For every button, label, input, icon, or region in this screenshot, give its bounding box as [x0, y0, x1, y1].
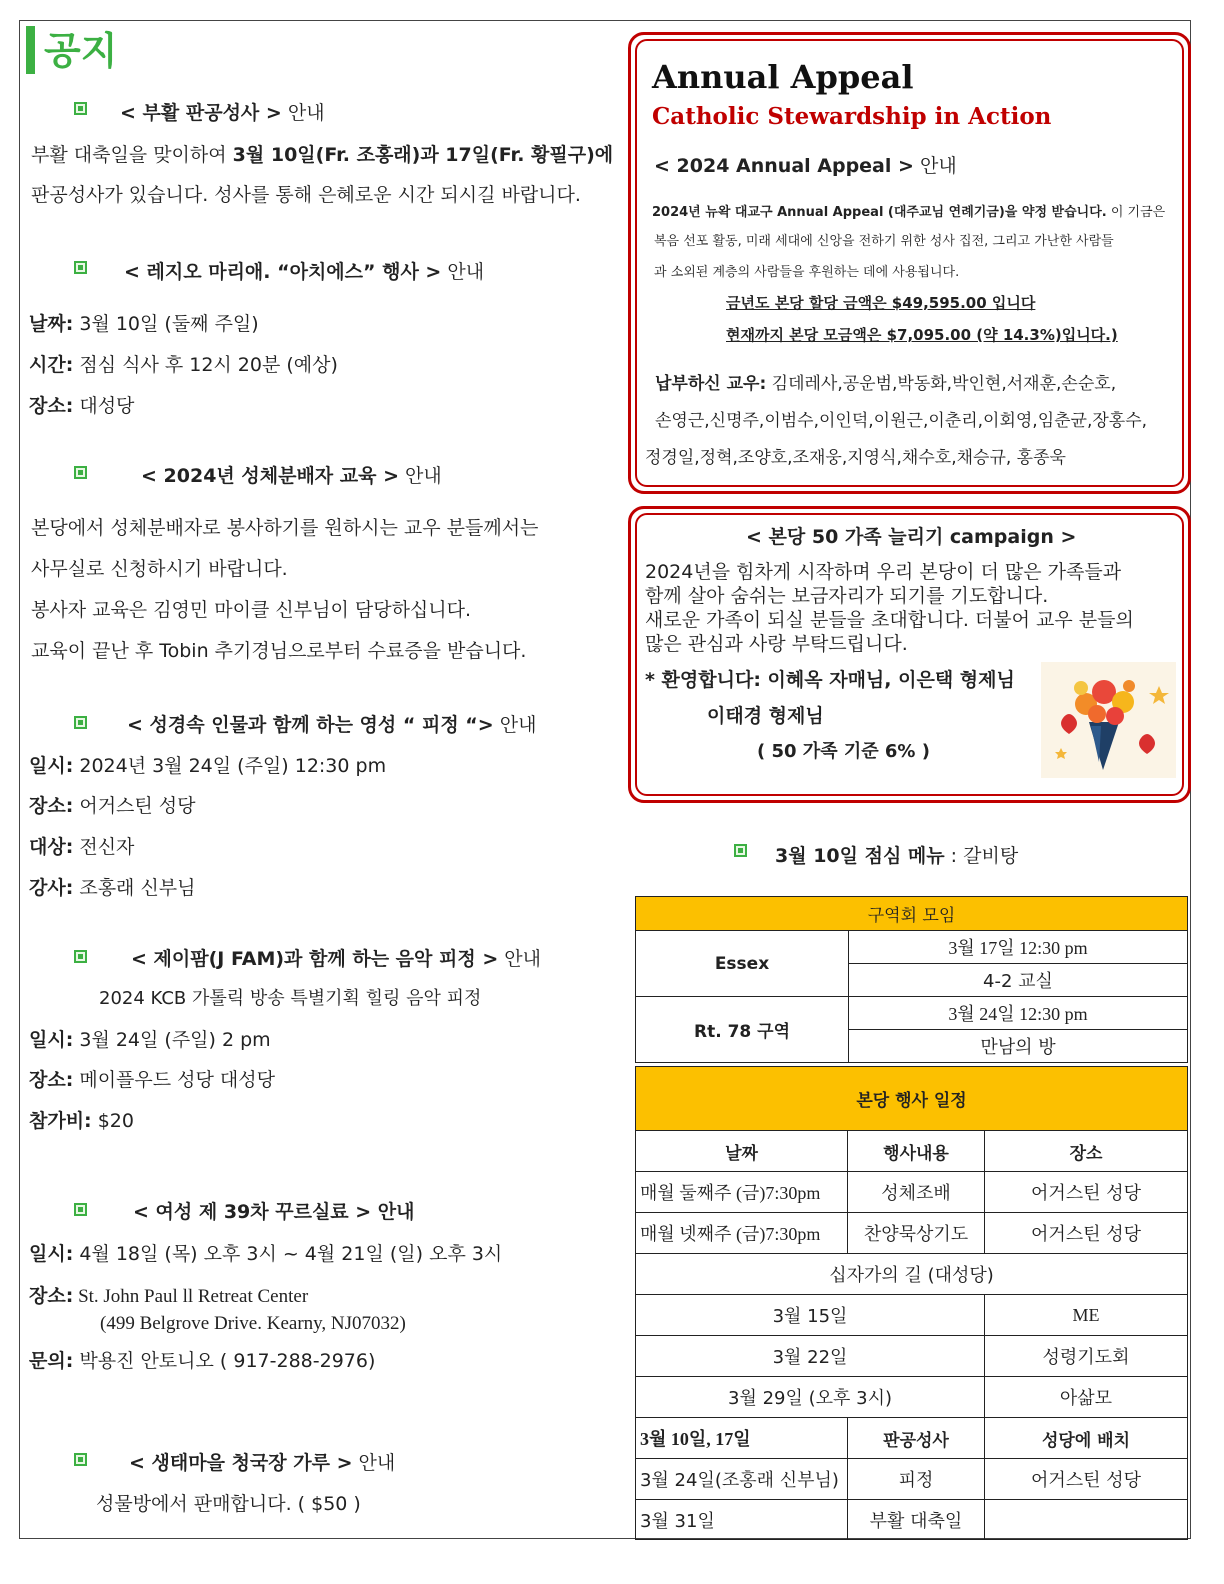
body-text: 교육이 끝난 후 Tobin 추기경님으로부터 수료증을 받습니다. — [31, 640, 527, 662]
detail-datetime: 일시: 4월 18일 (목) 오후 3시 ~ 4월 21일 (일) 오후 3시 — [29, 1243, 503, 1265]
detail-place: 장소: 어거스틴 성당 — [29, 795, 196, 817]
column-header: 장소 — [985, 1131, 1188, 1172]
event-date: 매월 둘째주 (금)7:30pm — [636, 1172, 848, 1213]
section-heading-cursillo: < 여성 제 39차 꾸르실료 > 안내 — [133, 1201, 415, 1223]
appeal-donors: 정경일,정혁,조양호,조재웅,지영식,채수호,채승규, 홍종욱 — [645, 448, 1066, 468]
body-text: 사무실로 신청하시기 바랍니다. — [31, 558, 288, 580]
table-header: 구역회 모임 — [636, 897, 1188, 931]
event-place — [985, 1500, 1188, 1540]
campaign-text: 새로운 가족이 되실 분들을 초대합니다. 더불어 교우 분들의 — [645, 609, 1134, 631]
detail-datetime: 일시: 2024년 3월 24일 (주일) 12:30 pm — [29, 755, 387, 777]
bullet-icon — [74, 1453, 87, 1466]
body-text: 부활 대축일을 맞이하여 3월 10일(Fr. 조홍래)과 17일(Fr. 황필구)에 — [31, 144, 614, 166]
flower-bouquet-icon — [1041, 662, 1176, 778]
section-heading-legio: < 레지오 마리애. “아치에스” 행사 > 안내 — [124, 261, 485, 283]
event-name: 피정 — [848, 1459, 985, 1500]
event-date: 3월 24일(조홍래 신부님) — [636, 1459, 848, 1500]
event-name: 판공성사 — [848, 1418, 985, 1459]
bullet-icon — [74, 102, 87, 115]
detail-speaker: 강사: 조홍래 신부님 — [29, 877, 196, 899]
district-name: Rt. 78 구역 — [636, 997, 849, 1063]
body-text: 본당에서 성체분배자로 봉사하기를 원하시는 교우 분들께서는 — [31, 517, 539, 539]
campaign-title: < 본당 50 가족 늘리기 campaign > — [746, 526, 1077, 548]
station-date: 3월 29일 (오후 3시) — [636, 1377, 985, 1418]
section-heading-eucharist-ministers: < 2024년 성체분배자 교육 > 안내 — [141, 465, 442, 487]
detail-time: 시간: 점심 식사 후 12시 20분 (예상) — [29, 354, 338, 376]
district-name: Essex — [636, 931, 849, 997]
appeal-donors: 납부하신 교우: 김데레사,공운범,박동화,박인현,서재훈,손순호, — [655, 374, 1117, 394]
appeal-donors: 손영근,신명주,이범수,이인덕,이원근,이춘리,이회영,임춘균,장홍수, — [655, 411, 1148, 431]
appeal-text: 과 소외된 계층의 사람들을 후원하는 데에 사용됩니다. — [654, 265, 960, 280]
event-date: 3월 31일 — [636, 1500, 848, 1540]
event-place: 어거스틴 성당 — [985, 1213, 1188, 1254]
station-group: 성령기도회 — [985, 1336, 1188, 1377]
body-text: 2024 KCB 가톨릭 방송 특별기획 힐링 음악 피정 — [99, 988, 482, 1009]
event-name: 부활 대축일 — [848, 1500, 985, 1540]
event-date: 3월 10일, 17일 — [636, 1418, 848, 1459]
bullet-icon — [74, 261, 87, 274]
table-header: 본당 행사 일정 — [636, 1067, 1188, 1131]
event-name: 찬양묵상기도 — [848, 1213, 985, 1254]
detail-contact: 문의: 박용진 안토니오 ( 917-288-2976) — [29, 1350, 376, 1372]
lunch-menu: 3월 10일 점심 메뉴 : 갈비탕 — [775, 845, 1019, 867]
event-place: 성당에 배치 — [985, 1418, 1188, 1459]
station-group: ME — [985, 1295, 1188, 1336]
events-schedule-table — [635, 1066, 1188, 1540]
appeal-text: 복음 선포 활동, 미래 세대에 신앙을 전하기 위한 성사 집전, 그리고 가난한 사람들 — [654, 234, 1114, 249]
event-date: 매월 넷째주 (금)7:30pm — [636, 1213, 848, 1254]
section-heading-music-retreat: < 제이팜(J FAM)과 함께 하는 음악 피정 > 안내 — [131, 948, 541, 970]
campaign-text: 함께 살아 숨쉬는 보금자리가 되기를 기도합니다. — [645, 585, 1049, 607]
station-group: 아삶모 — [985, 1377, 1188, 1418]
appeal-subtitle: Catholic Stewardship in Action — [652, 103, 1052, 130]
district-date: 3월 24일 12:30 pm — [849, 997, 1188, 1030]
detail-audience: 대상: 전신자 — [29, 836, 135, 858]
campaign-welcome: 이태경 형제님 — [707, 705, 824, 727]
district-place: 만남의 방 — [849, 1030, 1188, 1063]
bullet-icon — [74, 1203, 87, 1216]
campaign-ratio: ( 50 가족 기준 6% ) — [757, 741, 930, 762]
detail-place: 장소: St. John Paul ll Retreat Center — [29, 1285, 309, 1307]
title-accent-bar — [26, 26, 35, 74]
detail-place: 장소: 대성당 — [29, 395, 135, 417]
district-place: 4-2 교실 — [849, 964, 1188, 997]
bullet-icon — [734, 844, 747, 857]
page-title: 공지 — [44, 29, 118, 73]
bullet-icon — [74, 950, 87, 963]
section-heading-easter-confession: < 부활 판공성사 > 안내 — [120, 102, 325, 124]
event-name: 성체조배 — [848, 1172, 985, 1213]
body-text: 판공성사가 있습니다. 성사를 통해 은혜로운 시간 되시길 바랍니다. — [31, 184, 581, 206]
column-header: 행사내용 — [848, 1131, 985, 1172]
section-heading-bible-retreat: < 성경속 인물과 함께 하는 영성 “ 피정 “> 안내 — [127, 714, 537, 736]
detail-datetime: 일시: 3월 24일 (주일) 2 pm — [29, 1029, 271, 1051]
bullet-icon — [74, 466, 87, 479]
detail-fee: 참가비: $20 — [29, 1110, 134, 1132]
detail-date: 날짜: 3월 10일 (둘째 주일) — [29, 313, 259, 335]
section-heading-cheonggukjang: < 생태마을 청국장 가루 > 안내 — [129, 1452, 396, 1474]
station-date: 3월 15일 — [636, 1295, 985, 1336]
campaign-text: 2024년을 힘차게 시작하며 우리 본당이 더 많은 가족들과 — [645, 561, 1122, 583]
appeal-goal: 금년도 본당 할당 금액은 $49,595.00 입니다 — [726, 294, 1036, 312]
campaign-welcome: * 환영합니다: 이혜옥 자매님, 이은택 형제님 — [645, 669, 1015, 691]
campaign-text: 많은 관심과 사랑 부탁드립니다. — [645, 633, 908, 655]
station-date: 3월 22일 — [636, 1336, 985, 1377]
district-meeting-table — [635, 896, 1188, 1063]
appeal-title: Annual Appeal — [652, 58, 914, 96]
column-header: 날짜 — [636, 1131, 848, 1172]
detail-address: (499 Belgrove Drive. Kearny, NJ07032) — [100, 1313, 406, 1334]
event-place: 어거스틴 성당 — [985, 1172, 1188, 1213]
bullet-icon — [74, 716, 87, 729]
body-text: 봉사자 교육은 김영민 마이클 신부님이 담당하십니다. — [31, 599, 472, 621]
appeal-heading: < 2024 Annual Appeal > 안내 — [654, 155, 957, 177]
detail-place: 장소: 메이플우드 성당 대성당 — [29, 1069, 275, 1091]
appeal-text: 2024년 뉴왁 대교구 Annual Appeal (대주교님 연례기금)을 약정 받습니다. 이 기금은 — [652, 205, 1166, 220]
appeal-raised: 현재까지 본당 모금액은 $7,095.00 (약 14.3%)입니다.) — [726, 326, 1118, 344]
district-date: 3월 17일 12:30 pm — [849, 931, 1188, 964]
stations-title: 십자가의 길 (대성당) — [636, 1254, 1188, 1295]
body-text: 성물방에서 판매합니다. ( $50 ) — [96, 1493, 361, 1515]
event-place: 어거스틴 성당 — [985, 1459, 1188, 1500]
